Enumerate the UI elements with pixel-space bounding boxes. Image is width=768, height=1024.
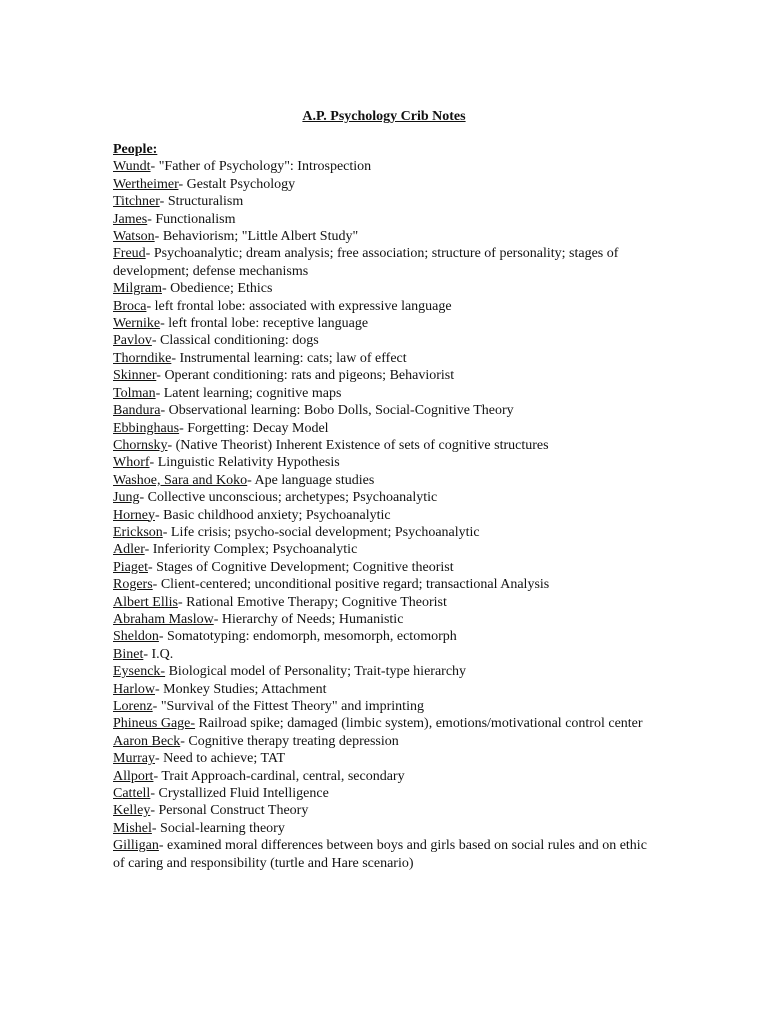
list-item: [113, 437, 661, 454]
list-item: [113, 489, 661, 506]
person-name: Mishel: [113, 820, 152, 836]
person-name: Titchner: [113, 194, 160, 210]
person-description: - Inferiority Complex; Psychoanalytic: [144, 542, 358, 558]
person-description: - Rational Emotive Therapy; Cognitive Theorist: [177, 594, 447, 610]
person-name: Phineus Gage-: [113, 716, 196, 732]
person-description: - Gestalt Psychology: [178, 176, 296, 192]
person-name: Binet: [113, 646, 144, 662]
list-item: [113, 350, 661, 367]
person-description: - Latent learning; cognitive maps: [155, 385, 342, 401]
person-name: Horney: [113, 507, 155, 523]
person-description: - left frontal lobe: receptive language: [160, 316, 369, 332]
list-item: [113, 681, 661, 698]
person-description: - Instrumental learning: cats; law of effect: [171, 350, 407, 366]
person-name: Piaget: [113, 559, 148, 575]
person-name: Wundt: [113, 159, 151, 175]
person-name: Harlow: [113, 681, 155, 697]
person-name: Gilligan: [113, 838, 159, 854]
list-item: [113, 785, 661, 802]
person-description: - Classical conditioning: dogs: [151, 333, 319, 349]
list-item: [113, 332, 661, 349]
person-description: - "Father of Psychology": Introspection: [150, 159, 372, 175]
list-item: [113, 698, 661, 715]
list-item: [113, 524, 661, 541]
list-item: [113, 315, 661, 332]
list-item: [113, 367, 661, 384]
person-description: - examined moral differences between boys and girls based on social rules and on ethic of caring and responsibility (turtle and Hare scenario): [113, 838, 647, 871]
person-description: - Operant conditioning: rats and pigeons; Behaviorist: [156, 368, 455, 384]
person-description: - Observational learning: Bobo Dolls, Social-Cognitive Theory: [160, 403, 514, 419]
person-name: Sheldon: [113, 629, 159, 645]
list-item: [113, 211, 661, 228]
list-item: [113, 385, 661, 402]
list-item: [113, 611, 661, 628]
person-description: - "Survival of the Fittest Theory" and imprinting: [152, 699, 424, 714]
person-name: Lorenz: [113, 699, 153, 714]
person-description: - I.Q.: [143, 646, 174, 662]
person-name: Whorf: [113, 455, 150, 471]
person-description: - Cognitive therapy treating depression: [180, 733, 399, 749]
person-name: Freud: [113, 246, 146, 262]
person-description: - Stages of Cognitive Development; Cognitive theorist: [148, 559, 454, 575]
list-item: [113, 280, 661, 297]
person-name: Adler: [113, 542, 145, 558]
person-name: Eysenck-: [113, 664, 166, 680]
list-item: [113, 628, 661, 645]
person-name: Cattell: [113, 786, 151, 802]
person-name: Rogers: [113, 577, 153, 593]
person-name: Murray: [113, 751, 155, 767]
list-item: [113, 733, 661, 750]
person-name: Kelley: [113, 803, 151, 819]
person-description: - Somatotyping: endomorph, mesomorph, ectomorph: [158, 629, 457, 645]
list-item: [113, 559, 661, 576]
section-heading-people: People:: [113, 142, 158, 157]
person-description: - left frontal lobe: associated with expressive language: [146, 298, 452, 314]
person-description: - Social-learning theory: [151, 820, 285, 836]
list-item: [113, 802, 661, 819]
person-description: - Linguistic Relativity Hypothesis: [149, 455, 340, 471]
list-item: [113, 837, 661, 872]
person-description: - Obedience; Ethics: [162, 281, 273, 297]
person-description: - Structuralism: [159, 194, 244, 210]
list-item: [113, 193, 661, 210]
person-name: Aaron Beck: [113, 733, 181, 749]
person-description: - Behaviorism; "Little Albert Study": [154, 229, 359, 245]
list-item: [113, 245, 661, 280]
person-name: Washoe, Sara and Koko: [113, 472, 248, 488]
list-item: [113, 541, 661, 558]
list-item: [113, 768, 661, 785]
list-item: [113, 228, 661, 245]
list-item: [113, 820, 661, 837]
list-item: [113, 298, 661, 315]
person-description: - Basic childhood anxiety; Psychoanalytic: [155, 507, 391, 523]
person-name: Albert Ellis: [113, 594, 178, 610]
list-item: [113, 420, 661, 437]
person-description: - Trait Approach-cardinal, central, secondary: [153, 768, 405, 784]
list-item: [113, 576, 661, 593]
person-description: - Crystallized Fluid Intelligence: [150, 786, 329, 802]
list-item: [113, 715, 661, 732]
person-description: - Client-centered; unconditional positive regard; transactional Analysis: [152, 577, 550, 593]
person-description: - Functionalism: [147, 211, 236, 227]
list-item: [113, 158, 661, 175]
person-name: Bandura: [113, 403, 161, 419]
person-name: Wertheimer: [113, 176, 179, 192]
list-item: [113, 646, 661, 663]
person-name: Tolman: [113, 385, 156, 401]
person-description: - Need to achieve; TAT: [155, 751, 286, 767]
person-name: Jung: [113, 490, 140, 506]
person-description: - Life crisis; psycho-social development; Psychoanalytic: [162, 524, 480, 540]
person-description: - (Native Theorist) Inherent Existence of sets of cognitive structures: [167, 437, 549, 453]
person-description: Biological model of Personality; Trait-type hierarchy: [165, 664, 467, 680]
person-description: - Ape language studies: [247, 472, 375, 488]
person-description: - Psychoanalytic; dream analysis; free association; structure of personality; stages of development; defense mechanisms: [113, 246, 619, 279]
person-name: Wernike: [113, 316, 161, 332]
list-item: [113, 176, 661, 193]
person-description: Railroad spike; damaged (limbic system), emotions/motivational control center: [195, 716, 643, 732]
list-item: [113, 402, 661, 419]
person-description: - Collective unconscious; archetypes; Psychoanalytic: [139, 490, 438, 506]
person-name: Skinner: [113, 368, 157, 384]
document-body: [113, 141, 661, 872]
person-name: Chornsky: [113, 437, 168, 453]
person-description: - Forgetting: Decay Model: [179, 420, 329, 436]
person-name: Erickson: [113, 524, 163, 540]
list-item: [113, 454, 661, 471]
list-item: [113, 594, 661, 611]
person-name: Watson: [113, 229, 155, 245]
list-item: [113, 507, 661, 524]
person-name: Broca: [113, 298, 147, 314]
person-name: Milgram: [113, 281, 162, 297]
person-description: - Personal Construct Theory: [150, 803, 309, 819]
person-description: - Hierarchy of Needs; Humanistic: [213, 611, 404, 627]
list-item: [113, 472, 661, 489]
document-title: A.P. Psychology Crib Notes: [302, 109, 466, 124]
list-item: [113, 663, 661, 680]
person-description: - Monkey Studies; Attachment: [155, 681, 327, 697]
person-name: Ebbinghaus: [113, 420, 180, 436]
person-name: Thorndike: [113, 350, 172, 366]
person-name: Abraham Maslow: [113, 611, 214, 627]
list-item: [113, 750, 661, 767]
person-name: James: [113, 211, 148, 227]
person-name: Pavlov: [113, 333, 152, 349]
people-list: [113, 158, 661, 872]
person-name: Allport: [113, 768, 154, 784]
